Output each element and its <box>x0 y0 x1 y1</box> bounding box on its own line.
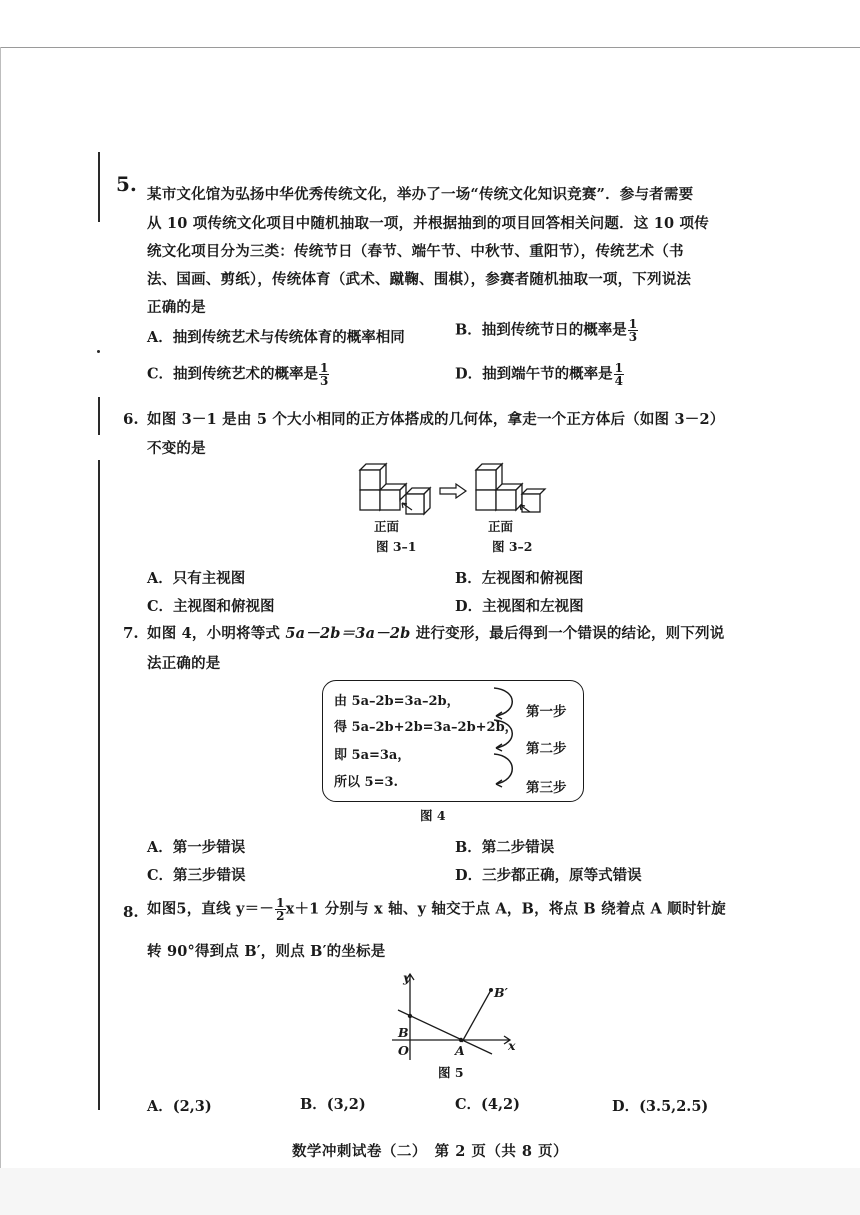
question-8-line-1: 如图5，直线 y＝－ $\frac{1}{2}$ x＋1 分别与 x 轴、y 轴交于点 A，B，将点 B 绕着点 A 顺时针旋 <box>147 896 726 923</box>
option-c-text: C．抽到传统艺术的概率是 <box>147 365 319 383</box>
question-5-option-a[interactable]: A．抽到传统艺术与传统体育的概率相同 <box>147 329 405 346</box>
question-7-number: 7. <box>123 624 139 642</box>
point-b <box>408 1014 412 1018</box>
page-footer: 数学冲刺试卷（二） 第 2 页（共 8 页） <box>291 1143 569 1160</box>
margin-mark <box>98 152 100 222</box>
segment-a-bprime <box>462 990 491 1042</box>
figure-5-bprime-label: B′ <box>494 985 508 1000</box>
figure-5-a-label: A <box>455 1043 465 1058</box>
question-7-line-2: 法正确的是 <box>147 655 221 672</box>
figure-5-caption: 图 5 <box>438 1065 464 1080</box>
figure-4-line-3: 即 5a=3a， <box>334 748 411 763</box>
cube-solid-3-1 <box>360 464 430 514</box>
question-7-option-d[interactable]: D．三步都正确，原等式错误 <box>455 867 642 884</box>
fraction-one-third: $\frac{1}{3}$ <box>628 317 638 344</box>
question-6-option-c[interactable]: C．主视图和俯视图 <box>147 598 275 615</box>
figure-3-1-caption: 图 3–1 <box>376 539 417 554</box>
margin-dot <box>97 350 100 353</box>
point-bprime <box>489 988 493 992</box>
fraction-one-third: $\frac{1}{3}$ <box>320 361 329 388</box>
figure-5-x-label: x <box>508 1038 516 1053</box>
right-arrow-icon <box>440 484 466 498</box>
page-left-edge <box>0 47 1 1215</box>
figure-4-caption: 图 4 <box>420 808 446 823</box>
question-8-option-a[interactable]: A．(2,3) <box>147 1098 212 1115</box>
question-5-line-3: 统文化项目分为三类：传统节日（春节、端午节、中秋节、重阳节），传统艺术（书 <box>147 243 684 260</box>
question-5-line-2: 从 10 项传统文化项目中随机抽取一项，并根据抽到的项目回答相关问题．这 10 项传 <box>147 215 709 232</box>
step-3-label: 第三步 <box>526 780 567 796</box>
question-8-number: 8. <box>123 903 139 921</box>
question-8-option-c[interactable]: C．(4,2) <box>455 1096 520 1113</box>
page-top-band <box>0 0 860 48</box>
option-d-text: D．抽到端午节的概率是 <box>455 365 613 383</box>
figure-4-line-4: 所以 5=3. <box>334 775 399 790</box>
question-6-line-1: 如图 3－1 是由 5 个大小相同的正方体搭成的几何体，拿走一个正方体后（如图 3－2） <box>147 411 725 428</box>
option-b-text: B．抽到传统节日的概率是 <box>455 321 627 339</box>
figure-3-2-front-label: 正面 <box>488 519 514 534</box>
question-8-option-d[interactable]: D．(3.5,2.5) <box>612 1098 709 1115</box>
question-6-number: 6. <box>123 410 139 428</box>
step-arrows-icon <box>488 684 524 800</box>
figure-3-cubes <box>350 458 550 520</box>
question-6-option-a[interactable]: A．只有主视图 <box>147 570 246 587</box>
figure-5-y-label: y <box>403 970 411 985</box>
figure-5-origin-label: O <box>398 1043 409 1058</box>
question-5-option-d[interactable] <box>455 362 624 387</box>
question-7-line-1: 如图 4，小明将等式 5a－2b＝3a－2b 进行变形，最后得到一个错误的结论，则下列说 <box>147 625 725 642</box>
question-5-option-b[interactable] <box>455 318 638 343</box>
question-5-line-4: 法、国画、剪纸），传统体育（武术、蹴鞠、围棋），参赛者随机抽取一项，下列说法 <box>147 271 692 288</box>
question-6-option-b[interactable]: B．左视图和俯视图 <box>455 570 584 587</box>
question-6-option-d[interactable]: D．主视图和左视图 <box>455 598 584 615</box>
point-a <box>459 1038 463 1042</box>
question-7-option-b[interactable]: B．第二步错误 <box>455 839 555 856</box>
margin-mark <box>98 460 100 1110</box>
question-6-line-2: 不变的是 <box>147 440 206 457</box>
figure-4-line-1: 由 5a–2b=3a–2b， <box>334 694 460 709</box>
figure-5-b-label: B <box>398 1025 409 1040</box>
figure-4-line-2: 得 5a–2b+2b=3a–2b+2b， <box>334 720 518 735</box>
question-5-line-5: 正确的是 <box>147 299 206 316</box>
fraction-one-half: $\frac{1}{2}$ <box>276 896 285 923</box>
margin-mark <box>98 397 100 435</box>
question-8-option-b[interactable]: B．(3,2) <box>300 1096 366 1113</box>
step-1-label: 第一步 <box>526 704 567 720</box>
question-5-line-1: 某市文化馆为弘扬中华优秀传统文化，举办了一场“传统文化知识竞赛”．参与者需要 <box>147 186 694 203</box>
fraction-one-quarter: $\frac{1}{4}$ <box>614 361 623 388</box>
figure-3-2-caption: 图 3–2 <box>492 539 533 554</box>
question-5-number: 5. <box>116 172 137 196</box>
question-7-option-a[interactable]: A．第一步错误 <box>147 839 246 856</box>
equation: 5a－2b＝3a－2b <box>285 625 411 642</box>
question-8-line-2: 转 90°得到点 B′，则点 B′的坐标是 <box>147 943 386 960</box>
question-7-option-c[interactable]: C．第三步错误 <box>147 867 246 884</box>
figure-3-1-front-label: 正面 <box>374 519 400 534</box>
page-bottom-band <box>0 1168 860 1215</box>
cube-solid-3-2 <box>476 464 545 512</box>
question-5-option-c[interactable] <box>147 362 329 387</box>
step-2-label: 第二步 <box>526 741 567 757</box>
